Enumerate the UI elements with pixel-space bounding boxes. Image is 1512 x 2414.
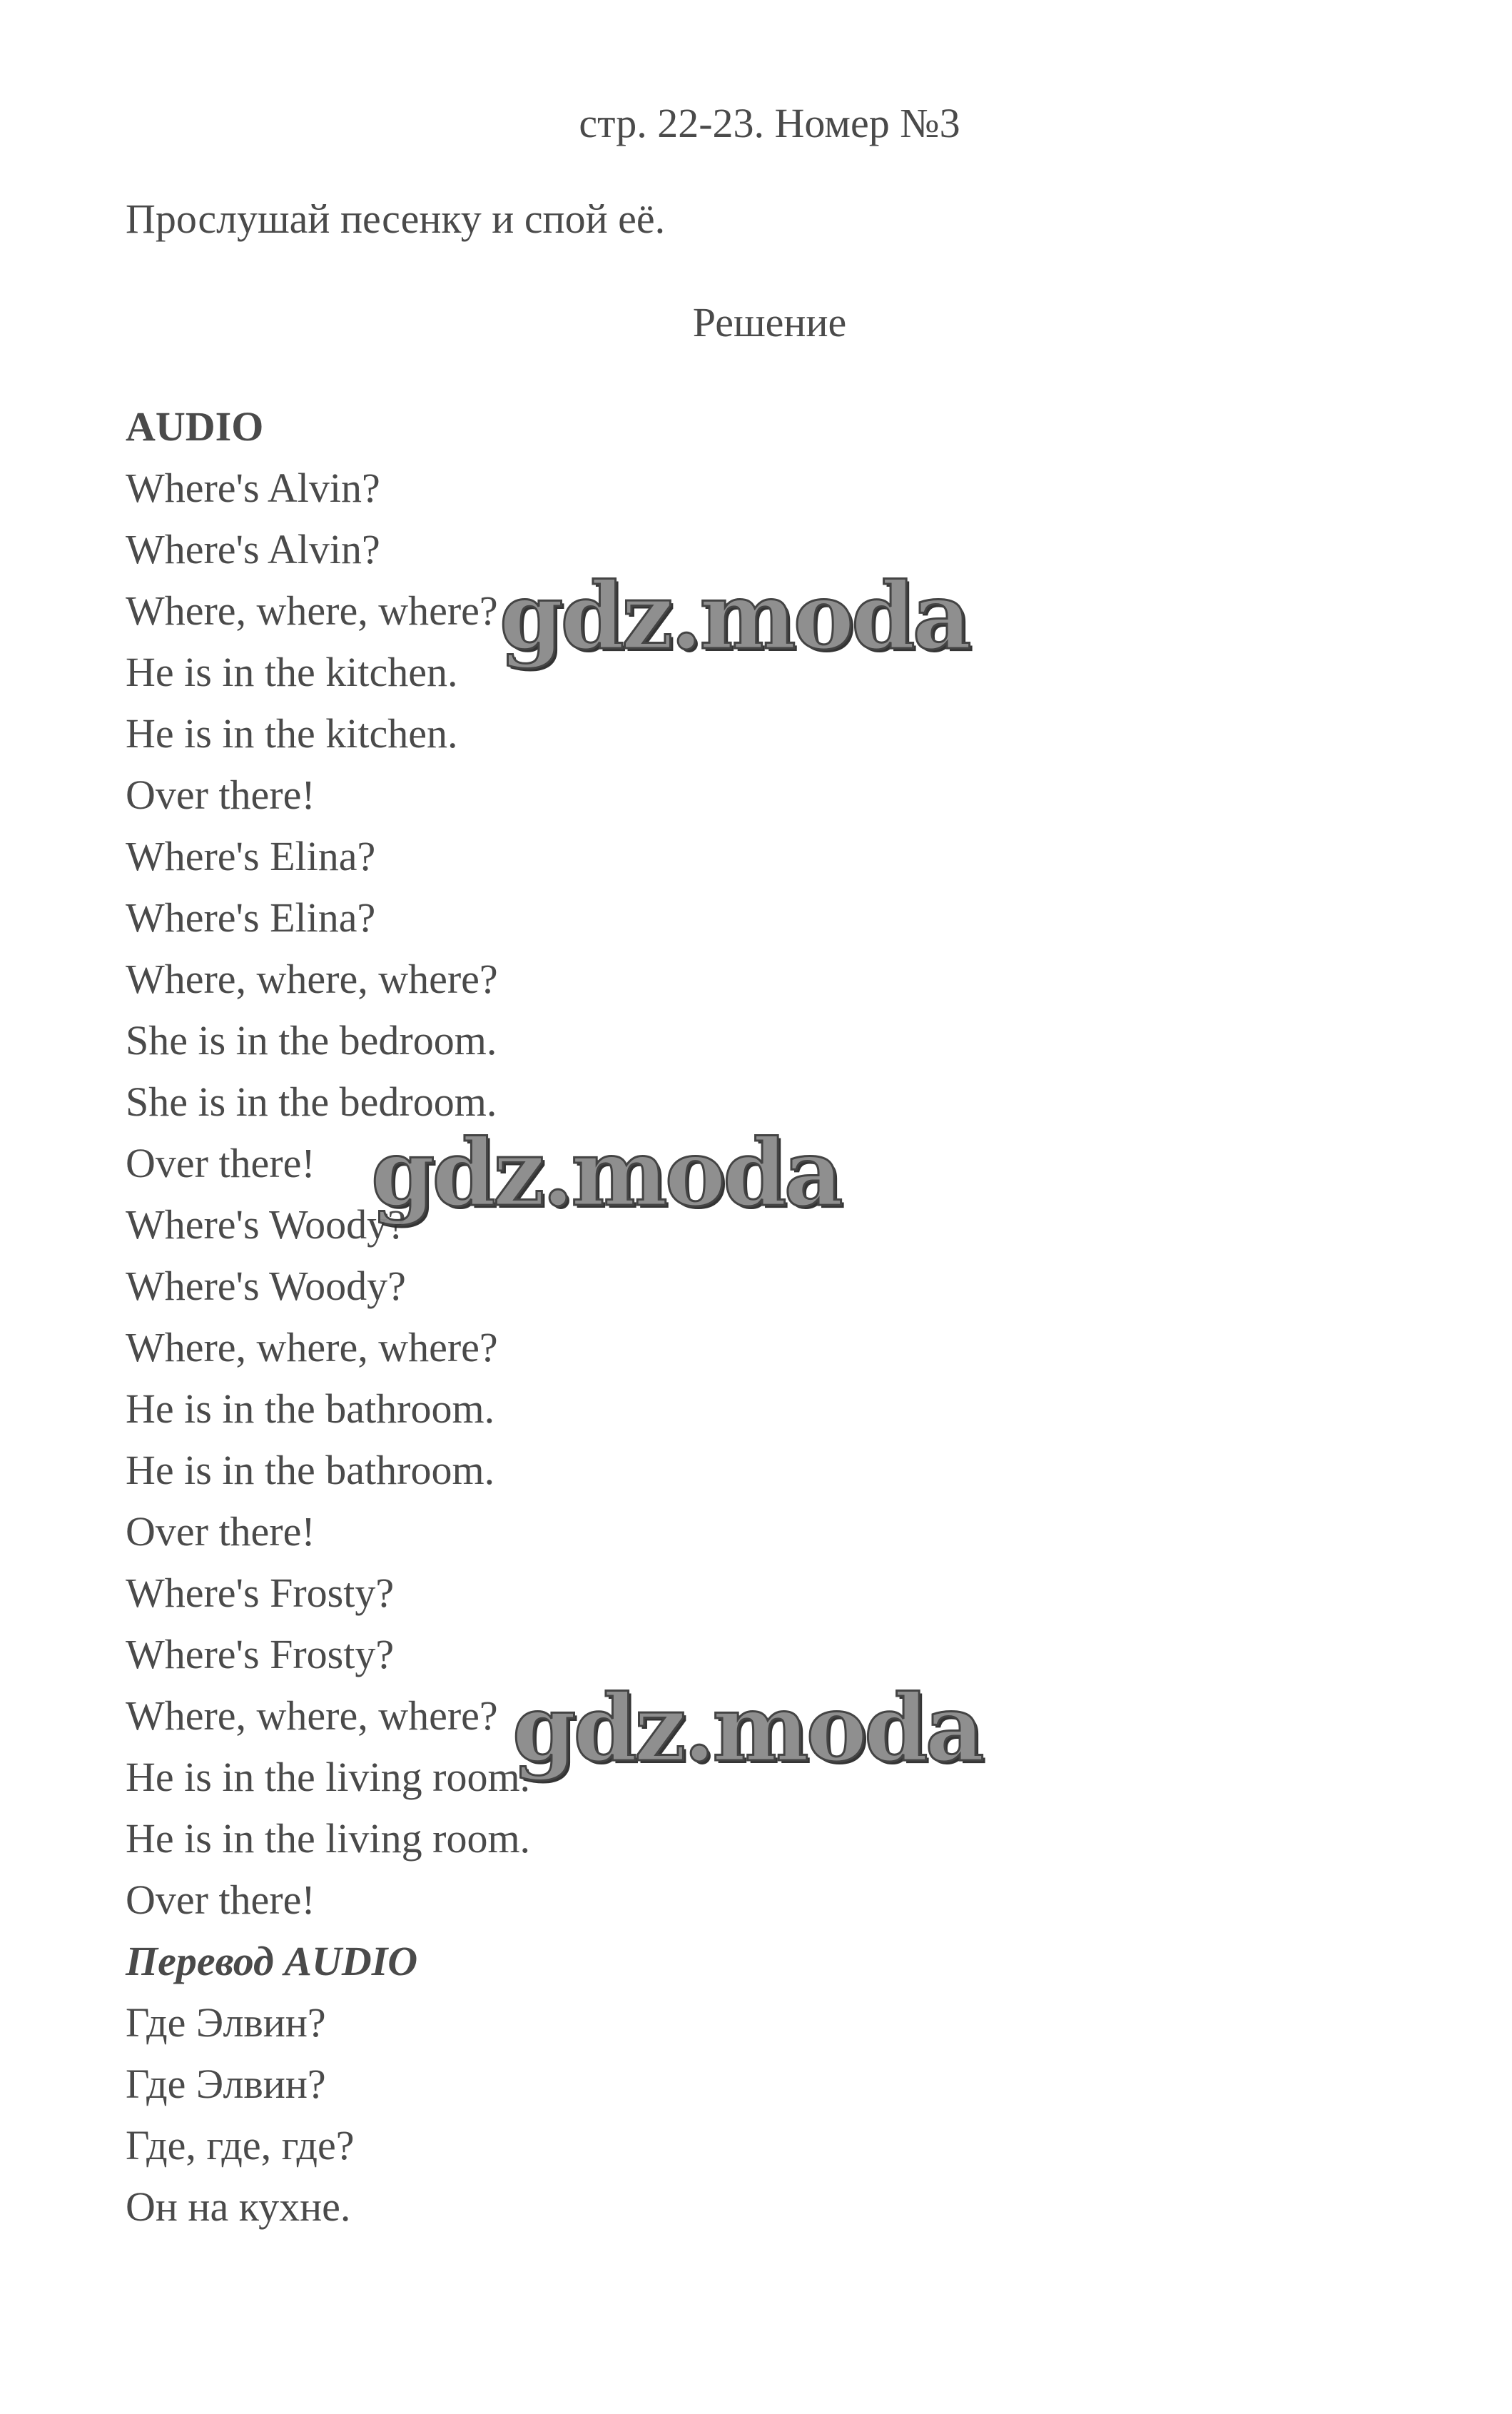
text-line: Where, where, where?	[126, 956, 498, 1002]
song-text	[126, 395, 1446, 2236]
page-title: стр. 22-23. Номер №3	[579, 100, 960, 146]
text-line: He is in the living room.	[126, 1754, 531, 1800]
text-line: Over there!	[126, 1140, 315, 1186]
text-line: He is in the living room.	[126, 1815, 531, 1862]
text-line: Where's Alvin?	[126, 465, 380, 511]
text-line: He is in the bathroom.	[126, 1385, 495, 1432]
text-line: Where's Elina?	[126, 833, 376, 879]
text-line: She is in the bedroom.	[126, 1017, 497, 1064]
text-line: Where's Elina?	[126, 894, 376, 941]
watermark-logo: gdz.moda	[371, 1120, 841, 1227]
text-line: Где Элвин?	[126, 2061, 326, 2107]
watermark-logo: gdz.moda	[512, 1675, 982, 1782]
text-line: She is in the bedroom.	[126, 1079, 497, 1125]
text-line: Where's Frosty?	[126, 1631, 395, 1677]
text-line: Где Элвин?	[126, 1999, 326, 2046]
text-line: Where's Woody?	[126, 1263, 406, 1309]
text-line: He is in the bathroom.	[126, 1447, 495, 1493]
audio-heading: AUDIO	[126, 403, 264, 450]
solution-label: Решение	[692, 299, 847, 345]
text-line: Where's Woody?	[126, 1201, 406, 1248]
translation-lines	[126, 1991, 1446, 2236]
task-text: Прослушай песенку и спой её.	[126, 196, 666, 242]
text-line: He is in the kitchen.	[126, 649, 458, 695]
text-line: Where, where, where?	[126, 1692, 498, 1739]
text-line: Where's Alvin?	[126, 526, 380, 572]
text-line: He is in the kitchen.	[126, 710, 458, 757]
translation-heading: Перевод AUDIO	[126, 1938, 418, 1984]
text-line: Over there!	[126, 1508, 315, 1555]
text-line: Он на кухне.	[126, 2183, 351, 2230]
text-line: Over there!	[126, 772, 315, 818]
text-line: Over there!	[126, 1877, 315, 1923]
text-line: Where's Frosty?	[126, 1570, 395, 1616]
text-line: Where, where, where?	[126, 587, 498, 634]
text-line: Где, где, где?	[126, 2122, 355, 2168]
watermark-logo: gdz.moda	[499, 563, 969, 670]
text-line: Where, where, where?	[126, 1324, 498, 1370]
